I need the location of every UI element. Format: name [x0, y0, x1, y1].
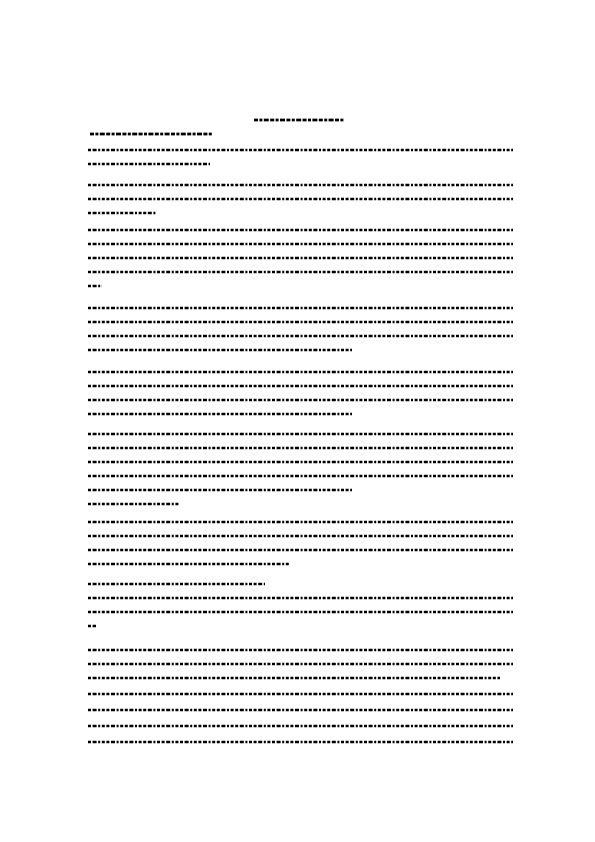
paragraph-4	[88, 308, 513, 350]
paragraph-1	[88, 150, 513, 164]
paragraph-3	[88, 230, 513, 286]
paragraph-11	[88, 650, 513, 742]
paragraph-5	[88, 372, 513, 414]
paragraph-8	[88, 522, 513, 564]
paragraph-2	[88, 185, 513, 213]
paragraph-10	[88, 598, 513, 626]
paragraph-6	[88, 434, 513, 490]
